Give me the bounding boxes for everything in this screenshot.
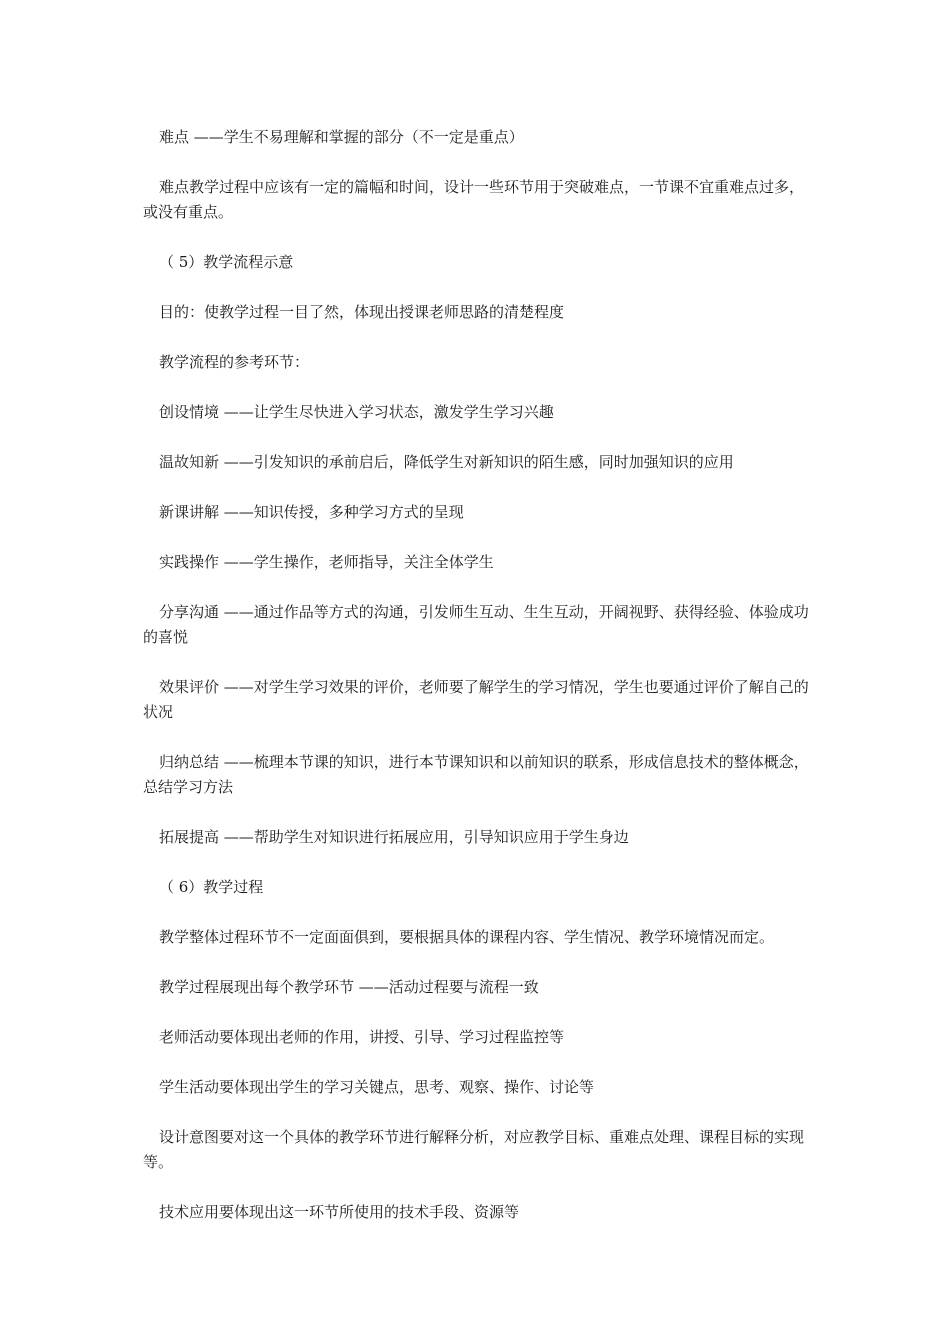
paragraph-difficulty-definition: 难点 ——学生不易理解和掌握的部分（不一定是重点） xyxy=(159,128,524,146)
paragraph-teacher-activity: 老师活动要体现出老师的作用，讲授、引导、学习过程监控等 xyxy=(159,1028,565,1046)
step-share: 分享沟通 ——通过作品等方式的沟通，引发师生互动、生生互动，开阔视野、获得经验、体验成功的喜悦 xyxy=(143,603,809,646)
paragraph-overall-process: 教学整体过程环节不一定面面俱到，要根据具体的课程内容、学生情况、教学环境情况而定。 xyxy=(159,928,775,946)
paragraph-reference-steps: 教学流程的参考环节： xyxy=(159,353,310,371)
step-review-knowledge: 温故知新 ——引发知识的承前启后，降低学生对新知识的陌生感，同时加强知识的应用 xyxy=(159,453,734,471)
step-extension: 拓展提高 ——帮助学生对知识进行拓展应用，引导知识应用于学生身边 xyxy=(159,828,629,846)
step-practice: 实践操作 ——学生操作，老师指导，关注全体学生 xyxy=(159,553,494,571)
step-create-situation: 创设情境 ——让学生尽快进入学习状态，激发学生学习兴趣 xyxy=(159,403,554,421)
paragraph-technology: 技术应用要体现出这一环节所使用的技术手段、资源等 xyxy=(159,1203,520,1221)
section-heading-6: （ 6）教学过程 xyxy=(159,878,264,896)
paragraph-purpose: 目的：使教学过程一目了然，体现出授课老师思路的清楚程度 xyxy=(159,303,565,321)
paragraph-process-steps: 教学过程展现出每个教学环节 ——活动过程要与流程一致 xyxy=(159,978,539,996)
step-evaluation: 效果评价 ——对学生学习效果的评价，老师要了解学生的学习情况，学生也要通过评价了解自己的状况 xyxy=(143,678,809,721)
step-new-lesson: 新课讲解 ——知识传授，多种学习方式的呈现 xyxy=(159,503,464,521)
section-heading-5: （ 5）教学流程示意 xyxy=(159,253,294,271)
paragraph-difficulty-guidance: 难点教学过程中应该有一定的篇幅和时间，设计一些环节用于突破难点，一节课不宜重难点过多，或没有重点。 xyxy=(143,178,805,221)
step-summary: 归纳总结 ——梳理本节课的知识，进行本节课知识和以前知识的联系，形成信息技术的整体概念，总结学习方法 xyxy=(143,753,809,796)
paragraph-design-intent: 设计意图要对这一个具体的教学环节进行解释分析，对应教学目标、重难点处理、课程目标的实现等。 xyxy=(143,1128,805,1171)
paragraph-student-activity: 学生活动要体现出学生的学习关键点，思考、观察、操作、讨论等 xyxy=(159,1078,595,1096)
